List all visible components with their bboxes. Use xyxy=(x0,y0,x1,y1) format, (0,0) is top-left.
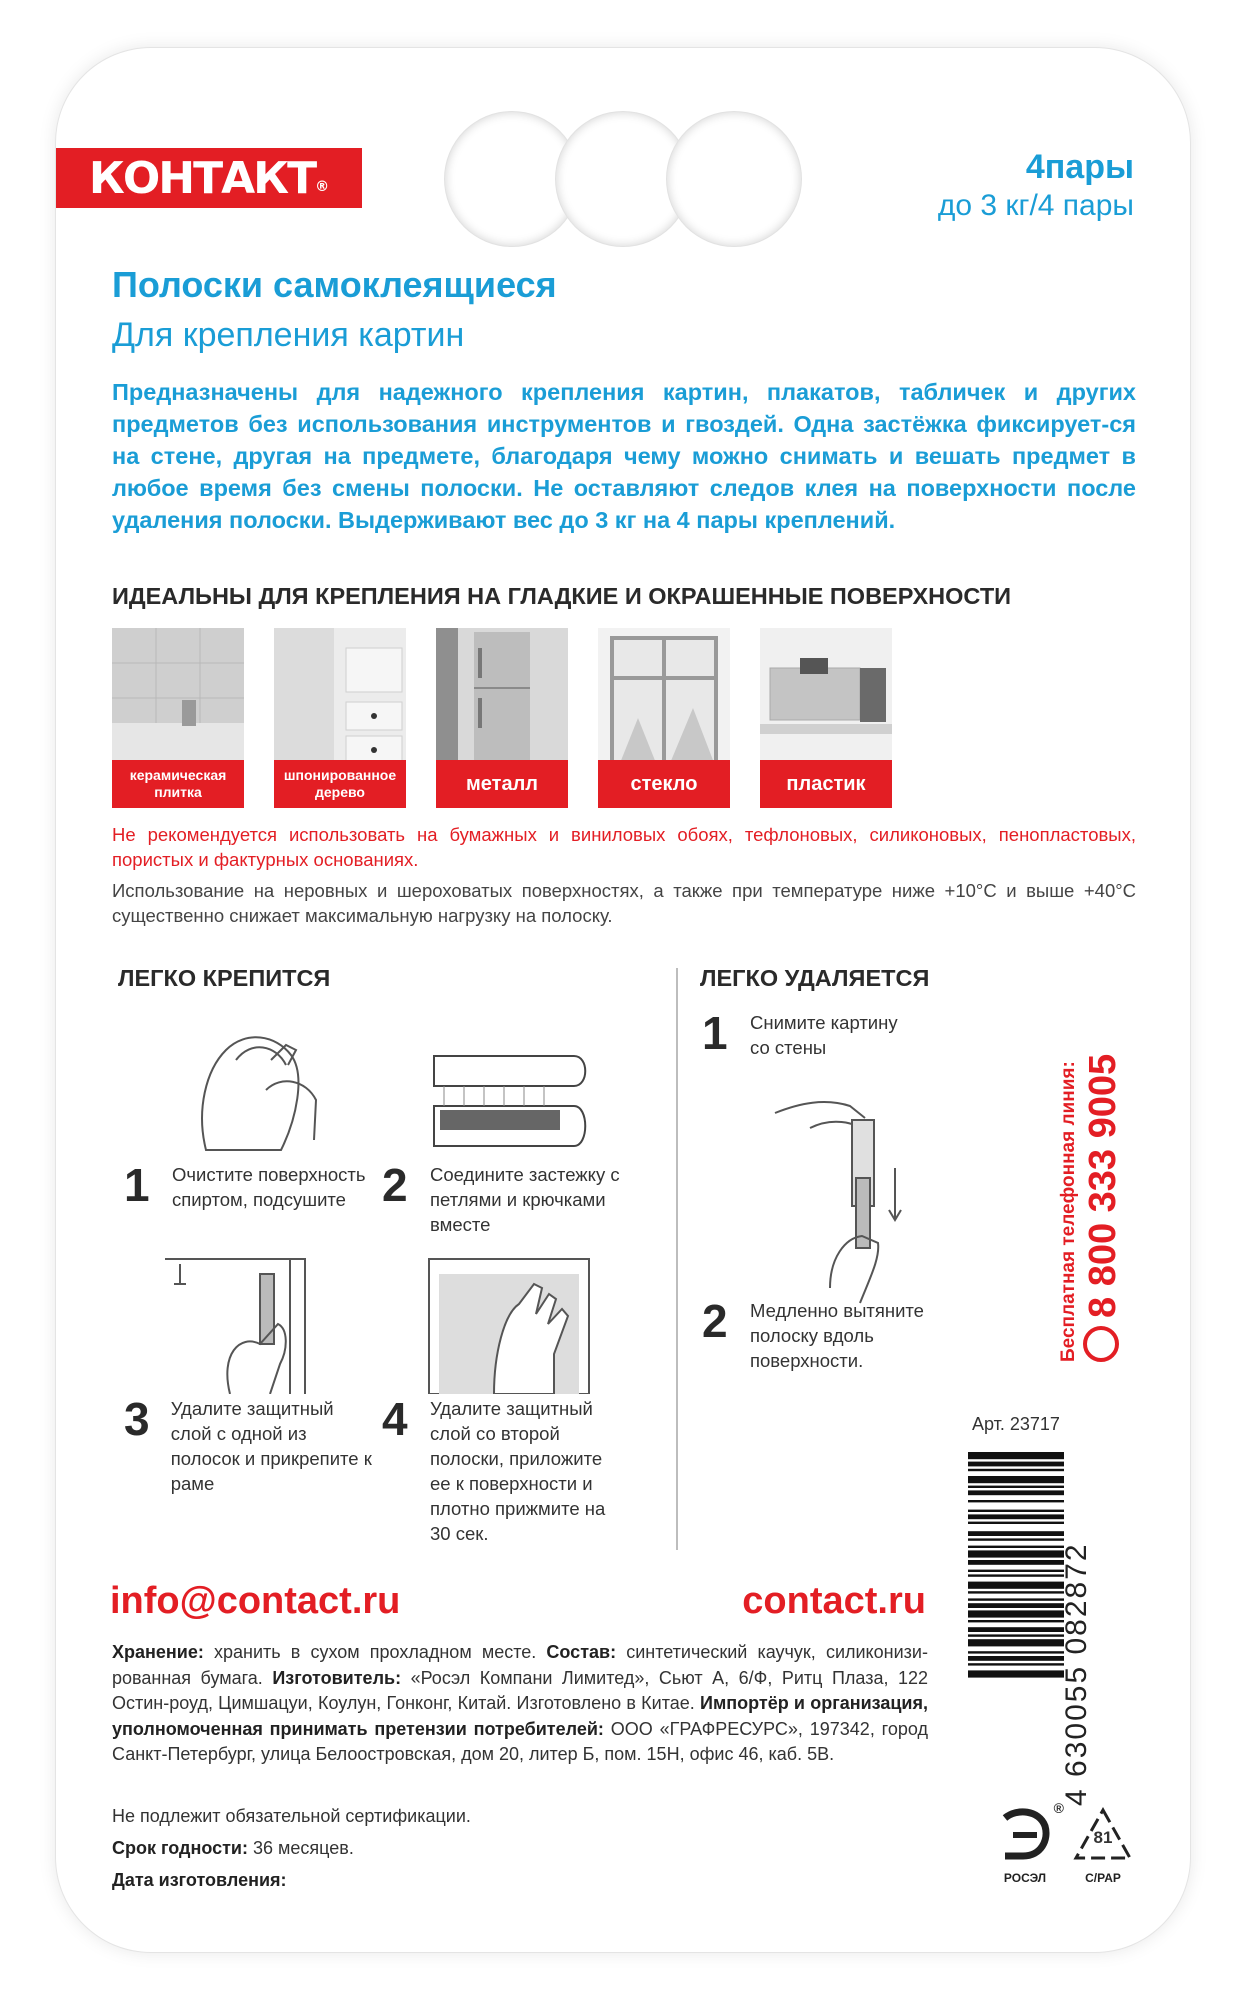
hotline-label: Бесплатная телефонная линия: xyxy=(1058,1061,1079,1362)
product-info xyxy=(112,1640,928,1768)
surface-tiles xyxy=(112,628,892,808)
recycle-mark xyxy=(1068,1806,1138,1885)
surface-label-glass: стекло xyxy=(598,760,730,808)
pack-count-unit: пары xyxy=(1044,148,1134,186)
wood-photo xyxy=(274,628,406,768)
surface-label-metal: металл xyxy=(436,760,568,808)
barcode-bar xyxy=(968,1627,1064,1632)
remove-step-1-text: Снимите картину со стены xyxy=(750,1012,898,1058)
manufacture-date-label: Дата изготовления: xyxy=(112,1870,287,1890)
pack-count xyxy=(938,148,1134,187)
pack-info xyxy=(938,148,1134,223)
attach-step-3 xyxy=(124,1393,374,1496)
attach-step-1-text: Очистите поверхность спиртом, подсушите xyxy=(172,1164,366,1210)
pull-strip-illustration xyxy=(770,1068,910,1308)
frame-strip-illustration xyxy=(160,1254,310,1394)
attach-step-4-number: 4 xyxy=(382,1393,408,1445)
strips-joined-illustration xyxy=(424,1046,594,1156)
phone-icon xyxy=(1083,1326,1119,1362)
barcode-bar xyxy=(968,1610,1064,1617)
surface-label-plastic: пластик xyxy=(760,760,892,808)
recycle-code: 81 xyxy=(1093,1828,1113,1847)
ceramic-tile-photo xyxy=(112,628,244,768)
attach-step-4-text: Удалите защитный слой со второй полоски, приложите ее к поверхности и плотно прижмите на 30 сек. xyxy=(430,1398,606,1544)
barcode-bar xyxy=(968,1452,1064,1459)
rosel-mark xyxy=(990,1800,1064,1885)
attach-heading: ЛЕГКО КРЕПИТСЯ xyxy=(118,965,331,991)
attach-step-2-text: Соедините застежку с петлями и крючками вместе xyxy=(430,1164,620,1235)
usage-note: Использование на неровных и шероховатых поверхностях, а также при температуре ниже +10°C и выше +40°С существенно снижает максимальную нагрузку на полоску. xyxy=(112,880,1136,926)
maker-label: Изготовитель: xyxy=(272,1667,402,1688)
section-divider xyxy=(676,968,678,1550)
storage-label: Хранение: xyxy=(112,1642,204,1662)
barcode-bar xyxy=(968,1574,1064,1576)
surface-tile-glass xyxy=(598,628,730,808)
importer-text: ООО «ГРАФРЕСУРС», 197342, город Санкт-Петербург, улица Белоостровская, дом 20, литер Б, пом. 15Н, офис 46, каб. 5В. xyxy=(112,1718,928,1764)
barcode-bar xyxy=(968,1538,1064,1540)
contact-site[interactable]: contact.ru xyxy=(742,1580,926,1622)
barcode-bar xyxy=(968,1462,1064,1467)
manufacture-date xyxy=(112,1870,287,1891)
attach-step-1 xyxy=(124,1159,374,1212)
remove-step-2-text: Медленно вытяните полоску вдоль поверхности. xyxy=(750,1300,924,1371)
barcode-bar xyxy=(968,1603,1064,1608)
metal-photo xyxy=(436,628,568,768)
article-number: Арт. 23717 xyxy=(972,1414,1060,1434)
maker-text: «Росэл Компани Лимитед», Сьют А, 6/Ф, Ритц Плаза, 122 Остин-роуд, Цимшацуи, Коулун, Гонконг, Китай. Изготовлено в Китае. xyxy=(112,1667,929,1713)
remove-heading: ЛЕГКО УДАЛЯЕТСЯ xyxy=(700,965,930,991)
composition-label: Состав: xyxy=(546,1642,617,1662)
remove-step-2 xyxy=(702,1295,952,1373)
pack-count-number: 4 xyxy=(1025,148,1045,186)
surface-tile-ceramic xyxy=(112,628,244,808)
remove-step-2-number: 2 xyxy=(702,1295,728,1347)
attach-step-1-number: 1 xyxy=(124,1159,150,1211)
barcode-bar xyxy=(968,1634,1064,1636)
press-frame-illustration xyxy=(424,1254,594,1394)
attach-step-2 xyxy=(382,1159,642,1237)
surface-tile-metal xyxy=(436,628,568,808)
barcode-bar xyxy=(968,1490,1064,1495)
surface-tile-plastic xyxy=(760,628,892,808)
barcode-bar xyxy=(968,1531,1064,1536)
barcode-bar xyxy=(968,1514,1064,1519)
barcode-bar xyxy=(968,1486,1064,1488)
barcode-digits: 4 630055 082872 xyxy=(1060,1542,1093,1806)
attach-step-2-number: 2 xyxy=(382,1159,408,1211)
brand-logo-mark: ® xyxy=(315,179,330,195)
attach-step-3-text: Удалите защитный слой с одной из полосок и прикрепите к раме xyxy=(170,1398,372,1494)
surfaces-heading: ИДЕАЛЬНЫ ДЛЯ КРЕПЛЕНИЯ НА ГЛАДКИЕ И ОКРАШЕННЫЕ ПОВЕРХНОСТИ xyxy=(112,583,1012,609)
importer-label: Импортёр и организация, уполномоченная принимать претензии потребителей: xyxy=(112,1693,928,1739)
shelf-life-label: Срок годности: xyxy=(112,1838,248,1858)
attach-step-4 xyxy=(382,1393,642,1546)
barcode-bar xyxy=(968,1469,1064,1471)
barcode-bar xyxy=(968,1560,1064,1565)
pack-capacity: до 3 кг/4 пары xyxy=(937,189,1134,222)
barcode-bar xyxy=(968,1670,1064,1677)
surface-label-ceramic: керамическая плитка xyxy=(112,760,244,808)
barcode-bar xyxy=(968,1500,1064,1502)
remove-step-1-number: 1 xyxy=(702,1007,728,1059)
surface-tile-wood xyxy=(274,628,406,808)
recycle-label: C/PAP xyxy=(1085,1871,1121,1885)
barcode-bar xyxy=(968,1550,1064,1557)
barcode-bar xyxy=(968,1656,1064,1661)
barcode-bar xyxy=(968,1522,1064,1524)
brand-logo-text: КОНТАКТ xyxy=(88,152,316,204)
barcode-bar xyxy=(968,1598,1064,1600)
wipe-hand-illustration xyxy=(196,1020,326,1160)
rosel-label: РОСЭЛ xyxy=(1003,1871,1047,1885)
barcode-bar xyxy=(968,1546,1064,1548)
surface-label-wood: шпонированное дерево xyxy=(274,760,406,808)
contact-email[interactable]: info@contact.ru xyxy=(110,1580,401,1622)
product-title: Полоски самоклеящиеся xyxy=(112,264,557,305)
barcode-bar xyxy=(968,1510,1064,1512)
plastic-photo xyxy=(760,628,892,768)
registered-mark: ® xyxy=(1053,1800,1064,1816)
rosel-icon xyxy=(995,1806,1055,1864)
certification-note: Не подлежит обязательной сертификации. xyxy=(112,1806,471,1826)
barcode-bar xyxy=(968,1570,1064,1572)
barcode-bar xyxy=(968,1651,1064,1653)
brand-logo xyxy=(56,148,362,208)
barcode-bar xyxy=(968,1476,1064,1483)
hanger-hole-right xyxy=(667,112,801,246)
hotline-block xyxy=(1058,1022,1148,1362)
warning-text: Не рекомендуется использовать на бумажных и виниловых обоях, тефлоновых, силиконовых, пенопластовых, пористых и фактурных основаниях. xyxy=(112,824,1136,870)
shelf-life-value: 36 месяцев. xyxy=(252,1838,354,1858)
barcode-bar xyxy=(968,1582,1064,1589)
hotline-phone-row xyxy=(1082,1022,1125,1362)
shelf-life xyxy=(112,1838,354,1859)
composition-text: синтетический каучук, силиконизи-рованная бумага. xyxy=(112,1642,928,1688)
remove-step-1 xyxy=(702,1007,942,1060)
product-subtitle: Для крепления картин xyxy=(112,316,465,354)
barcode-bar xyxy=(968,1639,1064,1646)
barcode xyxy=(968,1450,1064,1808)
barcode-bar xyxy=(968,1620,1064,1622)
hotline-phone[interactable]: 8 800 333 9005 xyxy=(1082,1053,1124,1318)
storage-text: хранить в сухом прохладном месте. xyxy=(213,1642,537,1662)
barcode-bar xyxy=(968,1591,1064,1593)
barcode-bar xyxy=(968,1663,1064,1665)
product-description: Предназначены для надежного крепления картин, плакатов, табличек и других предметов без использования инструментов и гвоздей. Одна застёжка фиксирует-ся на стене, другая на предмете, благодаря чему можно снимать и вешать предмет в любое время без смены полоски. Не оставляют следов клея на поверхности после удаления полоски. Выдерживают вес до 3 кг на 4 пары креплений. xyxy=(112,379,1136,533)
glass-photo xyxy=(598,628,730,768)
attach-step-3-number: 3 xyxy=(124,1393,150,1445)
